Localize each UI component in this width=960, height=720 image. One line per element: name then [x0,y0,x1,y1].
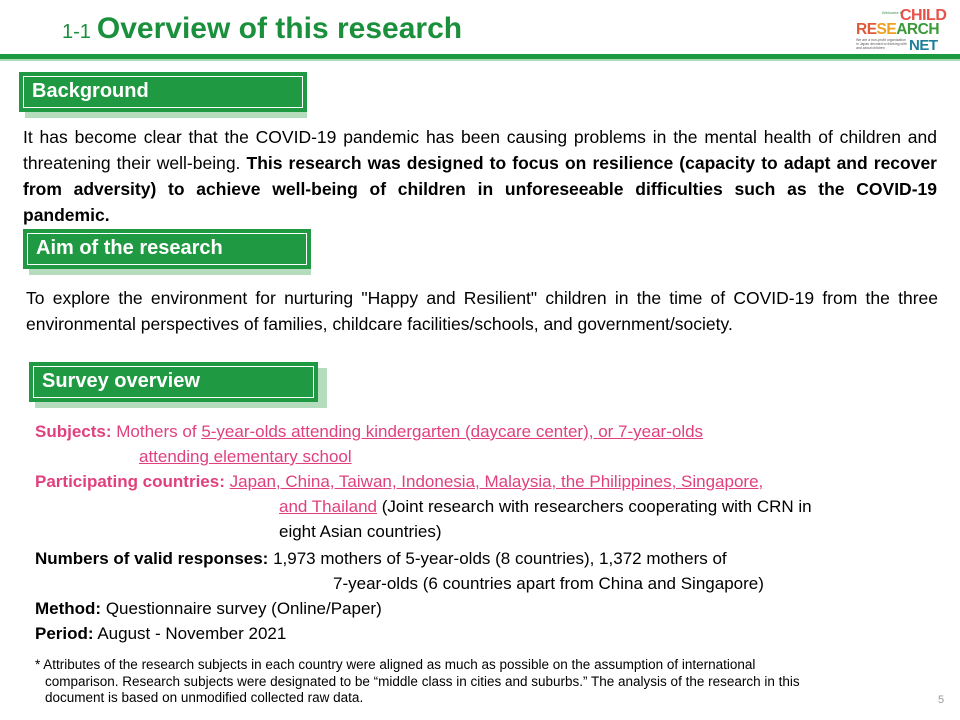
method-row [35,596,950,621]
countries-note-continued: eight Asian countries) [279,522,442,541]
survey-details [35,419,950,646]
subjects-row [35,419,950,444]
footnote-line: document is based on unmodified collected raw data. [45,690,364,705]
logo-word-child: CHILD [900,7,947,24]
countries-value: Japan, China, Taiwan, Indonesia, Malaysia, the Philippines, Singapore, [229,472,764,491]
section-heading-background [19,72,307,118]
responses-row-continued [35,571,950,596]
subjects-value-continued: attending elementary school [139,447,352,466]
aim-paragraph: To explore the environment for nurturing "Happy and Resilient" children in the time of COVID-19 from the three environmental perspectives of families, childcare facilities/schools, and government/society. [26,288,938,334]
countries-row-continued [35,494,950,519]
method-value: Questionnaire survey (Online/Paper) [101,599,382,618]
responses-value-continued: 7-year-olds (6 countries apart from China and Singapore) [333,574,764,593]
period-value: August - November 2021 [93,624,287,643]
footnote-line: * Attributes of the research subjects in each country were aligned as much as possible on the assumption of international [35,657,756,672]
background-text: It has become clear that the COVID-19 pandemic has been causing problems in the mental health of children and threatening their well-being. [23,127,937,173]
section-heading-survey [29,362,318,408]
section-heading-aim [23,229,311,275]
countries-row [35,469,950,494]
subjects-label: Subjects: [35,422,112,441]
subjects-row-continued [35,444,950,469]
logo-word-research: RESEARCH [856,21,940,38]
section-heading-label: Background [32,80,149,102]
logo-tagline: Welcome to [882,10,904,15]
responses-value: 1,973 mothers of 5-year-olds (8 countries), 1,372 mothers of [273,549,727,568]
subjects-value: 5-year-olds attending kindergarten (daycare center), or 7-year-olds [201,422,704,441]
section-heading-label: Aim of the research [36,237,223,259]
section-heading-label: Survey overview [42,370,200,392]
countries-value-continued: and Thailand [279,497,377,516]
period-row [35,621,950,646]
page-number: 5 [938,694,945,706]
section-number: 1-1 [62,21,91,43]
method-label: Method: [35,599,102,618]
background-emphasis: This research was designed to focus on resilience (capacity to adapt and recover from adversity) to achieve well-being of children in unforeseeable difficulties such as the COVID-19 pandemic. [23,153,937,225]
countries-label: Participating countries: [35,472,225,491]
period-label: Period: [35,624,94,643]
footnote-line: comparison. Research subjects were designated to be “middle class in cities and suburbs.” The analysis of the research in this [45,673,800,689]
subjects-prefix: Mothers of [116,422,202,441]
responses-label: Numbers of valid responses: [35,549,269,568]
background-paragraph [23,124,937,228]
header-divider-light [0,59,960,61]
logo-word-net: NET [909,37,938,54]
footnote [35,657,940,707]
responses-row [35,546,950,571]
page-title [62,12,462,46]
child-research-net-logo [856,5,956,55]
logo-blurb: We are a non-profit organization in Japan devoted to thinking with and about children [856,38,907,50]
title-text: Overview of this research [96,12,463,45]
countries-note: (Joint research with researchers cooperating with CRN in [377,497,812,516]
